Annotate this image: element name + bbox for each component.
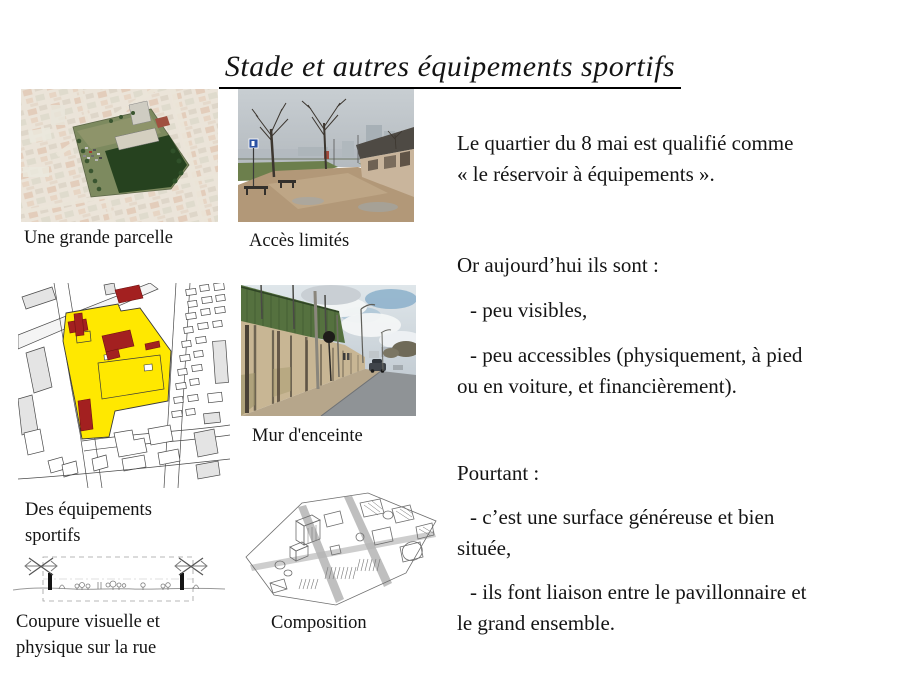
bullet-peu-accessibles <box>457 340 893 402</box>
map-figure <box>18 283 230 488</box>
page-title: Stade et autres équipements sportifs <box>219 50 681 89</box>
caption-coupure-line2: physique sur la rue <box>16 638 157 658</box>
bullet-surface-genereuse-line1: - c’est une surface généreuse et bien <box>470 505 775 529</box>
bullet-liaison <box>457 577 893 639</box>
wall-photo-figure <box>241 285 416 416</box>
composition-sketch-figure <box>240 487 443 609</box>
bullet-liaison-line1: - ils font liaison entre le pavillonnaire et <box>470 580 807 604</box>
photo-enclosure-wall-image <box>241 285 416 416</box>
caption-equipements-line2: sportifs <box>25 526 81 546</box>
paragraph-pourtant <box>457 458 893 489</box>
bullet-peu-visibles-line1: - peu visibles, <box>470 298 588 322</box>
photo-limited-access-path-image <box>238 89 414 222</box>
bullet-liaison-line2: le grand ensemble. <box>457 611 616 635</box>
caption-equipements-line1: Des équipements <box>25 500 152 520</box>
caption-coupure-line1: Coupure visuelle et <box>16 612 160 632</box>
caption-mur <box>252 423 363 449</box>
caption-composition <box>271 610 367 636</box>
caption-coupure <box>16 609 160 661</box>
blocked-view-arrow-right <box>175 558 207 575</box>
axonometric-sketch-image <box>240 487 443 609</box>
blocked-view-arrow-left <box>25 558 57 575</box>
section-sketch-figure <box>13 551 225 609</box>
paragraph-pourtant-line1: Pourtant : <box>457 461 540 485</box>
bullet-peu-visibles <box>457 295 893 326</box>
paragraph-or-aujourdhui-line1: Or aujourd’hui ils sont : <box>457 253 659 277</box>
bullet-surface-genereuse-line2: située, <box>457 536 512 560</box>
caption-equipements <box>25 497 152 549</box>
bullet-surface-genereuse <box>457 502 893 564</box>
aerial-photo-figure <box>21 89 218 222</box>
caption-composition-text: Composition <box>271 613 367 633</box>
paragraph-reservoir-line1: Le quartier du 8 mai est qualifié comme <box>457 131 794 155</box>
bullet-peu-accessibles-line1: - peu accessibles (physiquement, à pied <box>470 343 803 367</box>
caption-parcelle-text: Une grande parcelle <box>24 228 173 248</box>
section-sketch-image <box>13 551 225 609</box>
paragraph-or-aujourdhui <box>457 250 893 281</box>
bullet-peu-accessibles-line2: ou en voiture, et financièrement). <box>457 374 737 398</box>
caption-acces-text: Accès limités <box>249 231 350 251</box>
paragraph-reservoir-line2: « le réservoir à équipements ». <box>457 162 715 186</box>
access-photo-figure <box>238 89 414 222</box>
caption-parcelle <box>24 225 173 251</box>
caption-acces <box>249 228 349 254</box>
parking-hatches <box>299 559 380 589</box>
caption-mur-text: Mur d'enceinte <box>252 426 363 446</box>
aerial-photo-large-parcel-image <box>21 89 218 222</box>
paragraph-reservoir <box>457 128 893 190</box>
map-sports-facilities-image <box>18 283 230 488</box>
